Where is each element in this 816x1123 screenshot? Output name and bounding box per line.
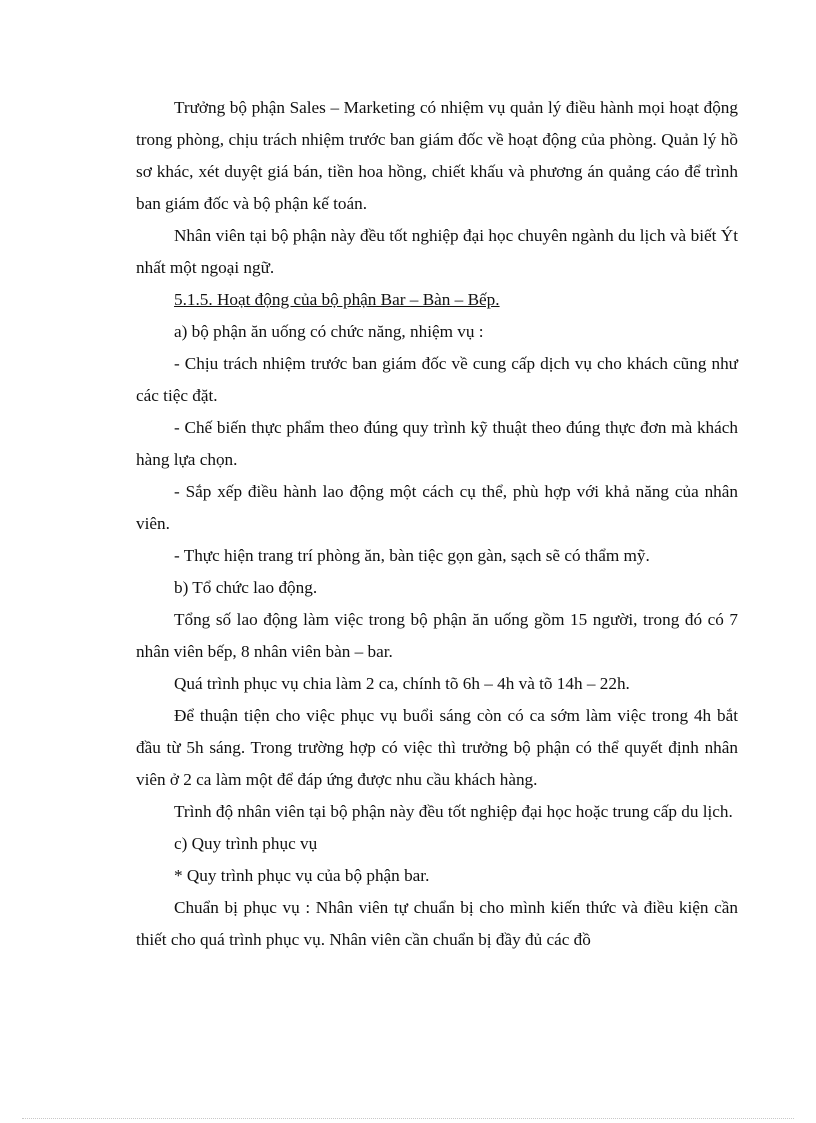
list-item-responsibility: - Chịu trách nhiệm trước ban giám đốc về cung cấp dịch vụ cho khách cũng như các tiệc đặt. — [136, 354, 738, 405]
page-bottom-divider — [22, 1118, 794, 1119]
paragraph-early-shift: Để thuận tiện cho việc phục vụ buổi sáng còn có ca sớm làm việc trong 4h bắt đầu từ 5h sáng. Trong trường hợp có việc thì trưởng bộ phận có thể quyết định nhân viên ở 2 ca làm một để đáp ứng được nhu cầu khách hàng. — [136, 706, 738, 789]
list-item-food-processing: - Chế biến thực phẩm theo đúng quy trình kỹ thuật theo đúng thực đơn mà khách hàng lựa chọn. — [136, 418, 738, 469]
paragraph-staff-qualification: Trình độ nhân viên tại bộ phận này đều tốt nghiệp đại học hoặc trung cấp du lịch. — [174, 802, 733, 821]
subheading-labor-organization: b) Tổ chức lao động. — [174, 578, 318, 597]
list-item-labor-arrangement: - Sắp xếp điều hành lao động một cách cụ thể, phù hợp với khả năng của nhân viên. — [136, 482, 738, 533]
list-item-decoration: - Thực hiện trang trí phòng ăn, bàn tiệc gọn gàn, sạch sẽ có thẩm mỹ. — [174, 546, 650, 565]
subheading-service-process: c) Quy trình phục vụ — [174, 834, 318, 853]
paragraph-service-preparation: Chuẩn bị phục vụ : Nhân viên tự chuẩn bị cho mình kiến thức và điều kiện cần thiết cho quá trình phục vụ. Nhân viên cần chuẩn bị đầy đủ các đồ — [136, 898, 738, 949]
section-heading-5-1-5: 5.1.5. Hoạt động của bộ phận Bar – Bàn – Bếp. — [174, 290, 500, 309]
subheading-functions: a) bộ phận ăn uống có chức năng, nhiệm vụ : — [174, 322, 484, 341]
subheading-bar-process: * Quy trình phục vụ của bộ phận bar. — [174, 866, 430, 885]
document-body — [136, 92, 738, 956]
paragraph-sales-manager: Trưởng bộ phận Sales – Marketing có nhiệm vụ quản lý điều hành mọi hoạt động trong phòng, chịu trách nhiệm trước ban giám đốc về hoạt động của phòng. Quản lý hồ sơ khác, xét duyệt giá bán, tiền hoa hồng, chiết khấu và phương án quảng cáo để trình ban giám đốc và bộ phận kế toán. — [136, 98, 738, 213]
paragraph-shifts: Quá trình phục vụ chia làm 2 ca, chính tõ 6h – 4h và tõ 14h – 22h. — [174, 674, 630, 693]
paragraph-staff-count: Tổng số lao động làm việc trong bộ phận ăn uống gồm 15 người, trong đó có 7 nhân viên bếp, 8 nhân viên bàn – bar. — [136, 610, 738, 661]
paragraph-sales-staff: Nhân viên tại bộ phận này đều tốt nghiệp đại học chuyên ngành du lịch và biết Ýt nhất một ngoại ngữ. — [136, 226, 738, 277]
